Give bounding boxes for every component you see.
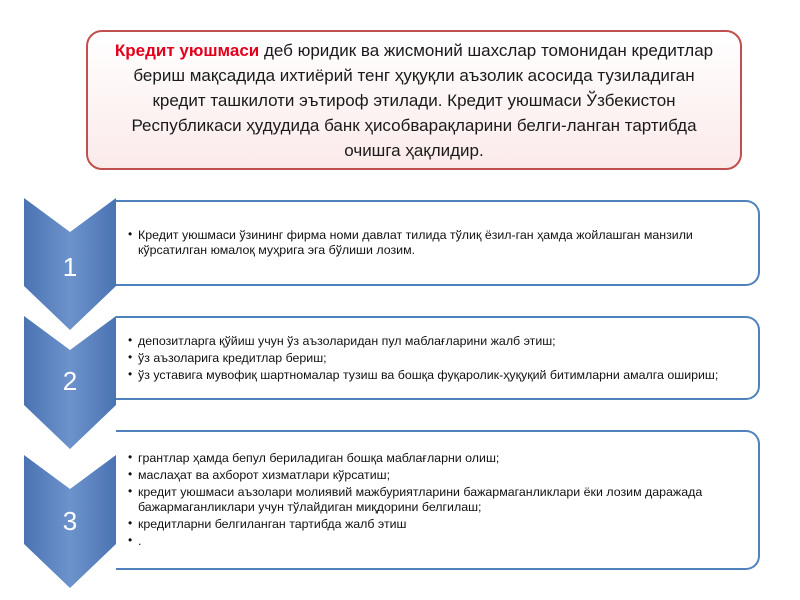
list-item: • грантлар ҳамда бепул бериладиган бошқа маблағларни олиш; <box>128 451 744 466</box>
step-box-3 <box>116 430 760 570</box>
list-item: • депозитларга қўйиш учун ўз аъзоларидан пул маблағларини жалб этиш; <box>128 334 744 349</box>
definition-body: деб юридик ва жисмоний шахслар томонидан кредитлар бериш мақсадида ихтиёрий тенг ҳуқуқли аъзолик асосида тузиладиган кредит ташкилоти эътироф этилади. Кредит уюшмаси Ўзбекистон Республикаси ҳудудида банк ҳисобварақларини белги-ланган тартибда очишга ҳақлидир. <box>131 40 714 160</box>
step-number-3: 3 <box>62 506 78 536</box>
list-item: • кредит уюшмаси аъзолари молиявий мажбуриятларини бажармаганликлари ёки лозим даражада бажармаганликлари учун тўлайдиган миқдорини белгилаш; <box>128 485 744 515</box>
list-item: • ўз уставига мувофиқ шартномалар тузиш ва бошқа фуқаролик-ҳуқуқий битимларни амалга ошириш; <box>128 368 744 383</box>
step-number-1: 1 <box>62 252 78 282</box>
step-2-list <box>128 332 744 385</box>
list-item: • кредитларни белгиланган тартибда жалб этиш <box>128 517 744 532</box>
list-item: • . <box>128 534 744 549</box>
step-box-2 <box>116 316 760 400</box>
definition-highlight: Кредит уюшмаси <box>114 40 260 60</box>
step-box-1 <box>116 200 760 286</box>
list-item: • ўз аъзоларига кредитлар бериш; <box>128 351 744 366</box>
list-item: • маслаҳат ва ахборот хизматлари кўрсатиш; <box>128 468 744 483</box>
list-item: • Кредит уюшмаси ўзининг фирма номи давлат тилида тўлиқ ёзил-ган ҳамда жойлашган манзили кўрсатилган юмалоқ муҳрига эга бўлиши лозим. <box>128 228 744 258</box>
step-3-list <box>128 449 744 551</box>
step-number-2: 2 <box>62 366 78 396</box>
step-1-list <box>128 226 744 260</box>
